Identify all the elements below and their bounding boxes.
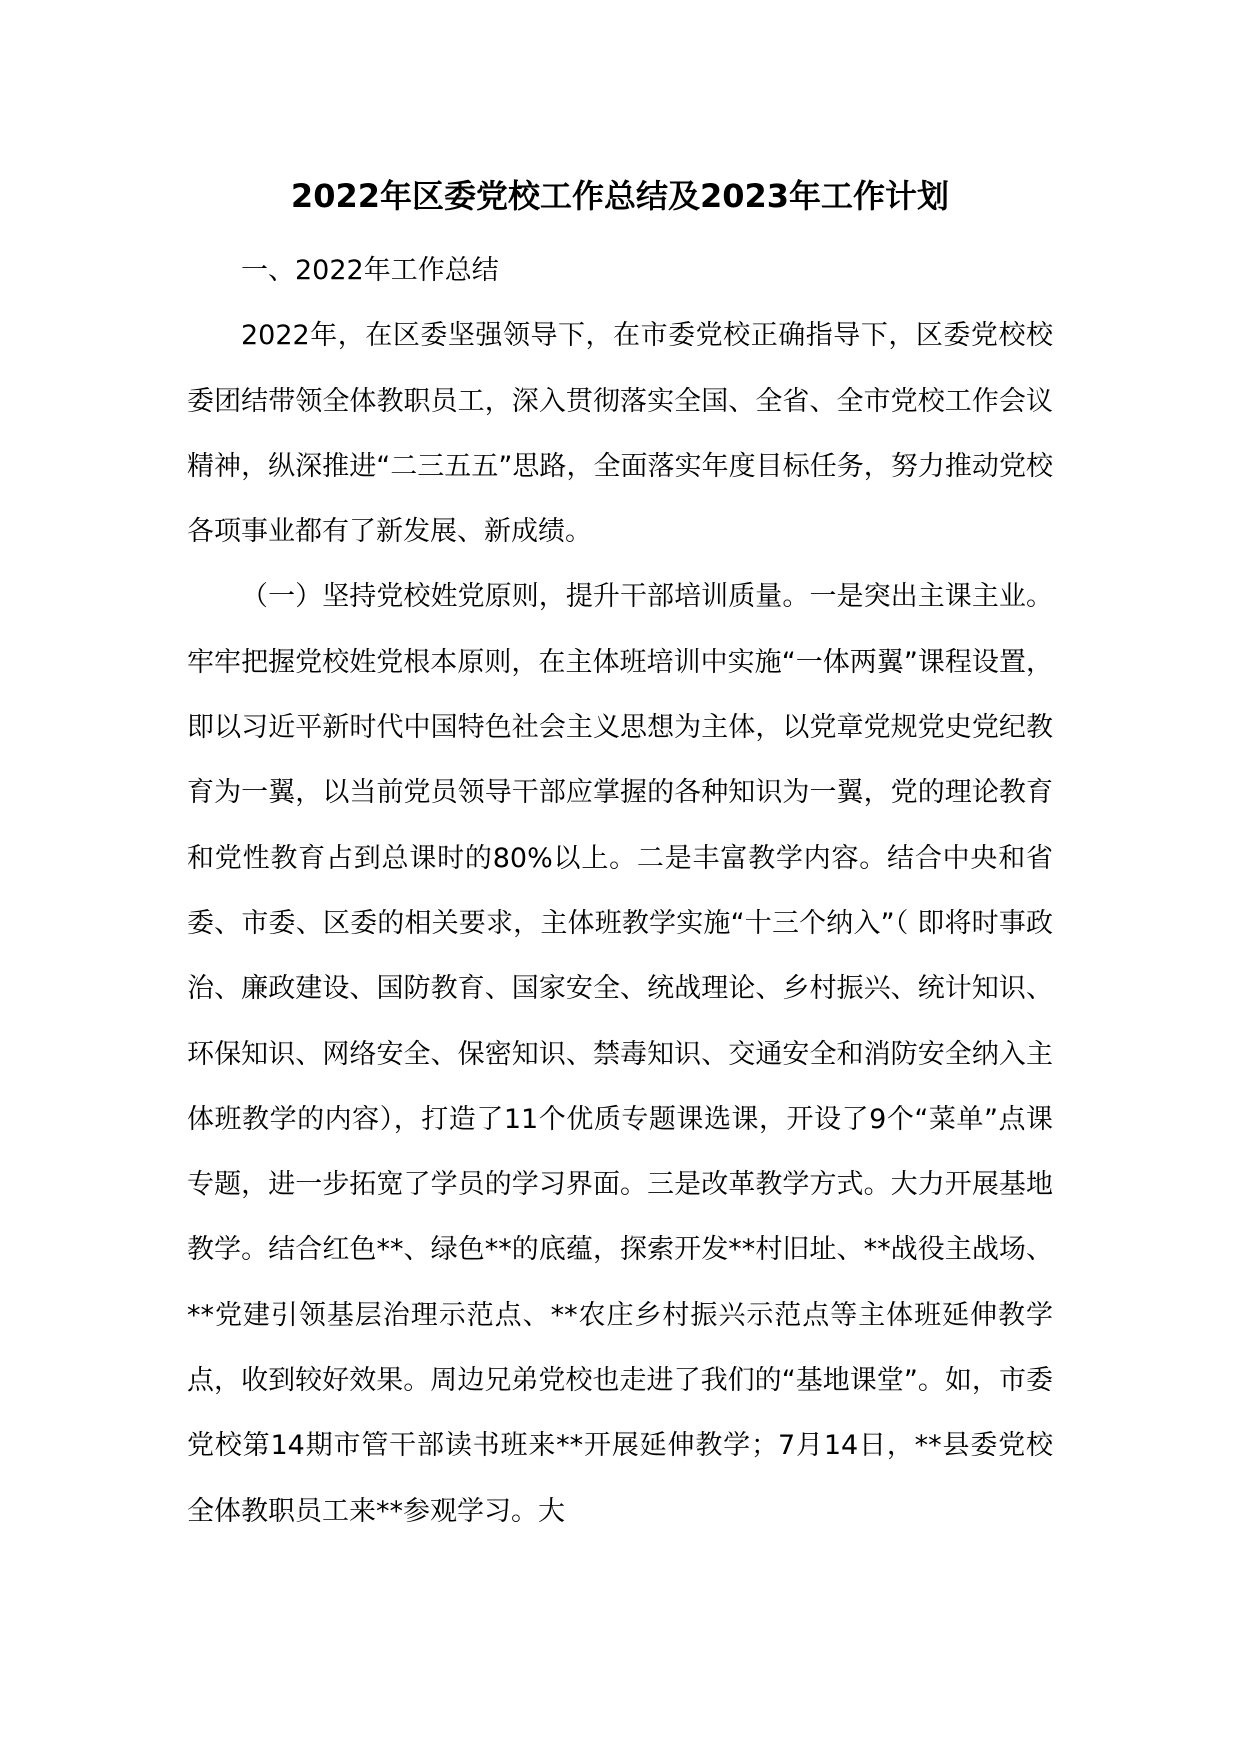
document-title: 2022年区委党校工作总结及2023年工作计划 (290, 177, 950, 215)
document-body (187, 238, 1053, 1544)
paragraph: （一）坚持党校姓党原则，提升干部培训质量。一是突出主课主业。牢牢把握党校姓党根本原则，在主体班培训中实施“一体两翼”课程设置，即以习近平新时代中国特色社会主义思想为主体，以党章党规党史党纪教育为一翼，以当前党员领导干部应掌握的各种知识为一翼，党的理论教育和党性教育占到总课时的80%以上。二是丰富教学内容。结合中央和省委、市委、区委的相关要求，主体班教学实施“十三个纳入”（ 即将时事政治、廉政建设、国防教育、国家安全、统战理论、乡村振兴、统计知识、环保知识、网络安全、保密知识、禁毒知识、交通安全和消防安全纳入主体班教学的内容），打造了11个优质专题课选课，开设了9个“菜单”点课专题，进一步拓宽了学员的学习界面。三是改革教学方式。大力开展基地教学。结合红色**、绿色**的底蕴，探索开发**村旧址、**战役主战场、**党建引领基层治理示范点、**农庄乡村振兴示范点等主体班延伸教学点，收到较好效果。周边兄弟党校也走进了我们的“基地课堂”。如，市委党校第14期市管干部读书班来**开展延伸教学；7月14日，**县委党校全体教职员工来**参观学习。大 (187, 581, 1053, 1527)
paragraph: 2022年，在区委坚强领导下，在市委党校正确指导下，区委党校校委团结带领全体教职员工，深入贯彻落实全国、全省、全市党校工作会议精神，纵深推进“二三五五”思路，全面落实年度目标任务，努力推动党校各项事业都有了新发展、新成绩。 (187, 320, 1053, 548)
section-heading: 一、2022年工作总结 (241, 255, 499, 286)
